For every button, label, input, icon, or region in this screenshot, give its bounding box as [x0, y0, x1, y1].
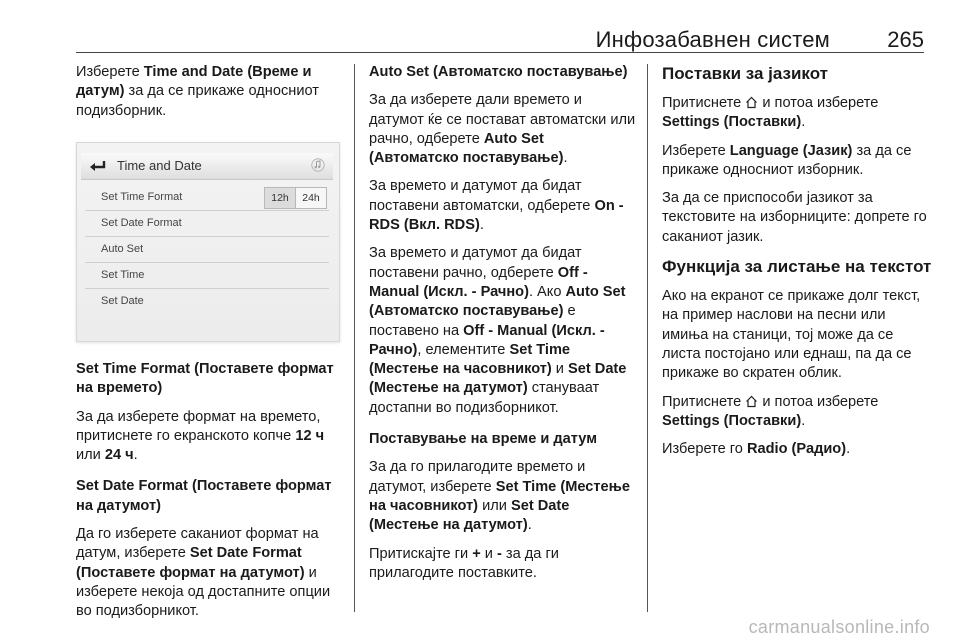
paragraph-auto-set: За да изберете дали времето и датумот ќе се постават автоматски или рачно, одберете Auto Set (Автоматско поставување).: [369, 92, 636, 167]
column-2: [369, 63, 637, 592]
paragraph-press-home: Притиснете и потоа изберете Settings (Поставки).: [662, 95, 879, 131]
screen-menu-list: [85, 185, 329, 314]
heading-set-time-format: Set Time Format (Поставете формат на времето): [76, 361, 334, 397]
paragraph-select-language: Изберете Language (Јазик) за да се прикаже односниот изборник.: [662, 142, 912, 178]
back-arrow-icon[interactable]: [89, 158, 107, 174]
screen-title-bar: [81, 153, 333, 180]
column-1: [76, 63, 344, 130]
time-format-toggle[interactable]: [264, 187, 327, 209]
header-title: Инфозабавнен систем: [595, 27, 830, 52]
paragraph-long-text: Ако на екранот се прикаже долг текст, на пример наслови на песни или имиња на станици, тој може да се листа постојано или еднаш, па да се прикаже во скратен облик.: [662, 288, 921, 382]
column-divider-1: [354, 64, 355, 612]
paragraph-adjust: За да го прилагодите времето и датумот, изберете Set Time (Местење на часовникот) или Set Date (Местење на датумот).: [369, 459, 631, 534]
intro-paragraph: Изберете Time and Date (Време и датум) за да се прикаже односниот подизборник.: [76, 64, 319, 119]
page-number: 265: [887, 27, 924, 52]
paragraph-plus-minus: Притискајте ги + и - за да ги прилагодите поставките.: [369, 545, 559, 581]
menu-item-set-time-format[interactable]: Set Time Format 12h 24h: [85, 185, 329, 211]
menu-item-auto-set[interactable]: Auto Set: [85, 237, 329, 263]
heading-text-scroll: Функција за листање на текстот: [662, 257, 932, 277]
menu-item-set-date[interactable]: Set Date: [101, 295, 144, 307]
page-header: [0, 0, 960, 52]
paragraph-date-format: Да го изберете саканиот формат на датум, изберете Set Date Format (Поставете формат на датумот) и изберете некоја од достапните опции во подизборникот.: [76, 526, 331, 620]
heading-time-date-setting: Поставување на време и датум: [369, 431, 598, 448]
paragraph-manual: За времето и датумот да бидат поставени рачно, одберете Off - Manual (Искл. - Рачно). Ако Auto Set (Автоматско поставување) е поставено на Off - Manual (Искл. - Рачно), елементите Set Time (Местење на часовникот) и Set Date (Местење на датумот) стануваат достапни во подизборникот.: [369, 245, 627, 416]
column-3: [662, 63, 932, 468]
menu-item-set-time[interactable]: Set Time: [85, 263, 329, 289]
paragraph-adjust-language: За да се приспособи јазикот за текстовите на изборниците: допрете го саканиот јазик.: [662, 190, 927, 245]
option-12h[interactable]: 12h: [265, 188, 295, 208]
menu-item-set-date-format[interactable]: Set Date Format: [85, 211, 329, 237]
music-note-icon: [311, 158, 325, 172]
column-1-lower: [76, 360, 344, 631]
heading-language-settings: Поставки за јазикот: [662, 64, 829, 83]
home-icon: [745, 395, 758, 408]
watermark: carmanualsonline.info: [748, 617, 930, 637]
heading-set-date-format: Set Date Format (Поставете формат на датумот): [76, 478, 332, 514]
column-divider-2: [647, 64, 648, 612]
paragraph-select-radio: Изберете го Radio (Радио).: [662, 441, 851, 458]
time-and-date-screen: [76, 142, 340, 342]
screen-title: Time and Date: [117, 158, 202, 173]
home-icon: [745, 96, 758, 109]
paragraph-time-format: За да изберете формат на времето, притиснете го екранското копче 12 ч или 24 ч.: [76, 408, 325, 464]
paragraph-press-home-2: Притиснете и потоа изберете Settings (Поставки).: [662, 393, 879, 429]
heading-auto-set: Auto Set (Автоматско поставување): [369, 64, 628, 80]
option-24h[interactable]: 24h: [295, 188, 326, 208]
paragraph-auto-rds: За времето и датумот да бидат поставени автоматски, одберете On - RDS (Вкл. RDS).: [369, 178, 624, 234]
header-rule: [76, 52, 924, 53]
